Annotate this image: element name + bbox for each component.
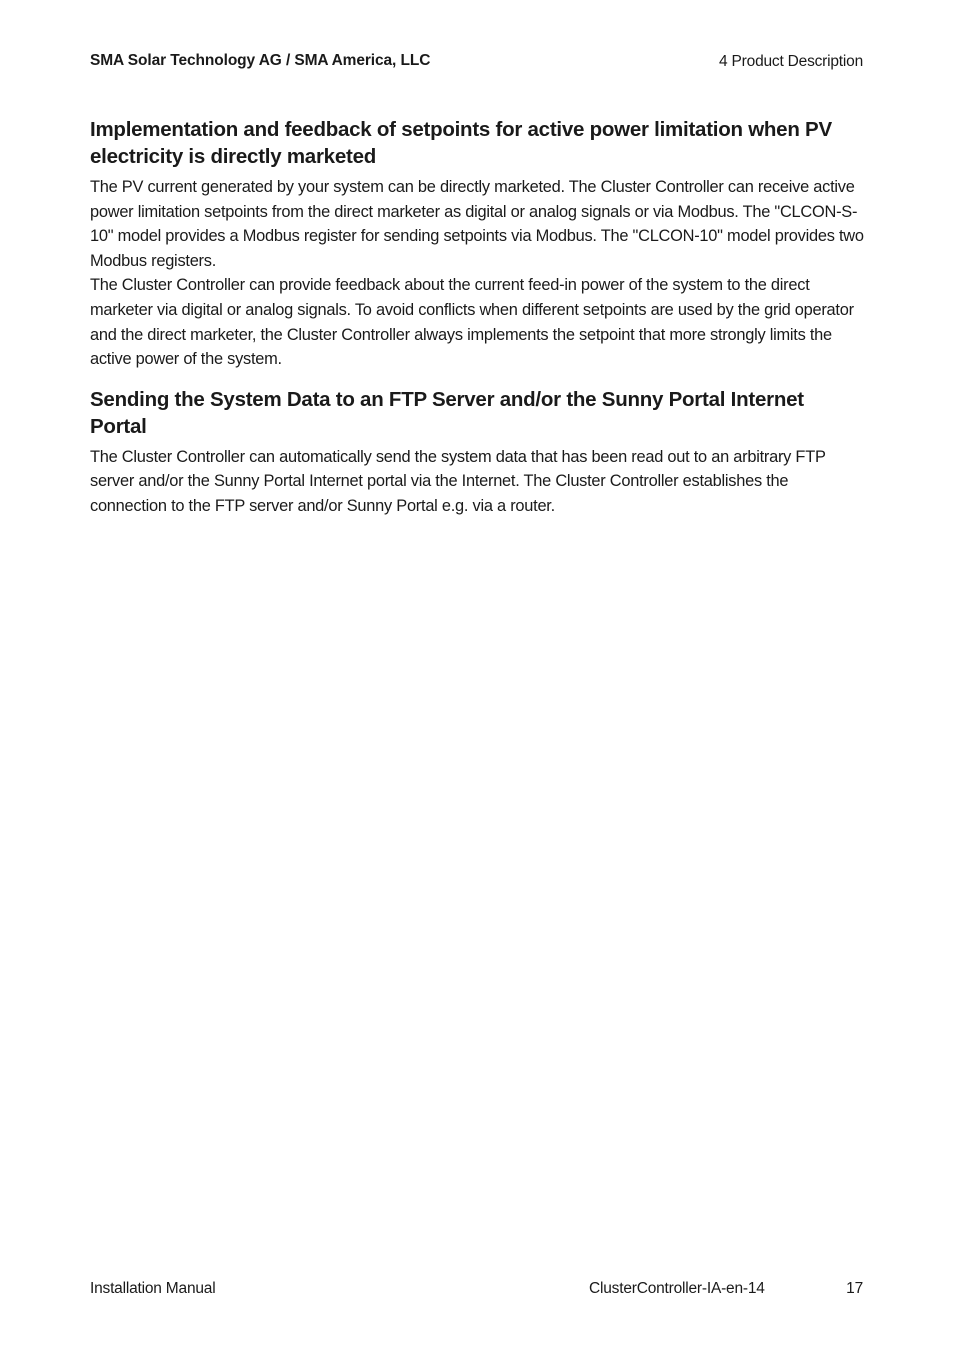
section-heading: Implementation and feedback of setpoints for active power limitation when PV electricity is directly marketed [90,118,832,168]
footer-document-id: ClusterController-IA-en-14 [589,1280,765,1297]
header-chapter: 4 Product Description [719,53,863,70]
section-body [90,175,864,372]
page-content [90,116,864,519]
section-heading: Sending the System Data to an FTP Server and/or the Sunny Portal Internet Portal [90,387,804,438]
page-header [90,52,863,74]
footer-manual: Installation Manual [90,1280,216,1297]
header-company: SMA Solar Technology AG / SMA America, LLC [90,52,431,69]
section-body [90,445,864,519]
paragraph: The PV current generated by your system can be directly marketed. The Cluster Controller can receive active power limitation setpoints from the direct marketer as digital or analog signals or via Modbus. The "CLCON-S-10" model provides a Modbus register for sending setpoints via Modbus. The "CLCON-10" model provides two Modbus registers. [90,178,864,270]
paragraph: The Cluster Controller can automatically send the system data that has been read out to an arbitrary FTP server and/or the Sunny Portal Internet portal via the Internet. The Cluster Controller establishes the connection to the FTP server and/or Sunny Portal e.g. via a router. [90,447,826,515]
section-active-power-limitation [90,116,864,372]
footer-page-number: 17 [846,1280,863,1297]
section-ftp-sunny-portal [90,386,864,519]
paragraph: The Cluster Controller can provide feedback about the current feed-in power of the system to the direct marketer via digital or analog signals. To avoid conflicts when different setpoints are used by the grid operator and the direct marketer, the Cluster Controller always implements the setpoint that more strongly limits the active power of the system. [90,276,854,369]
page-footer [90,1280,863,1302]
